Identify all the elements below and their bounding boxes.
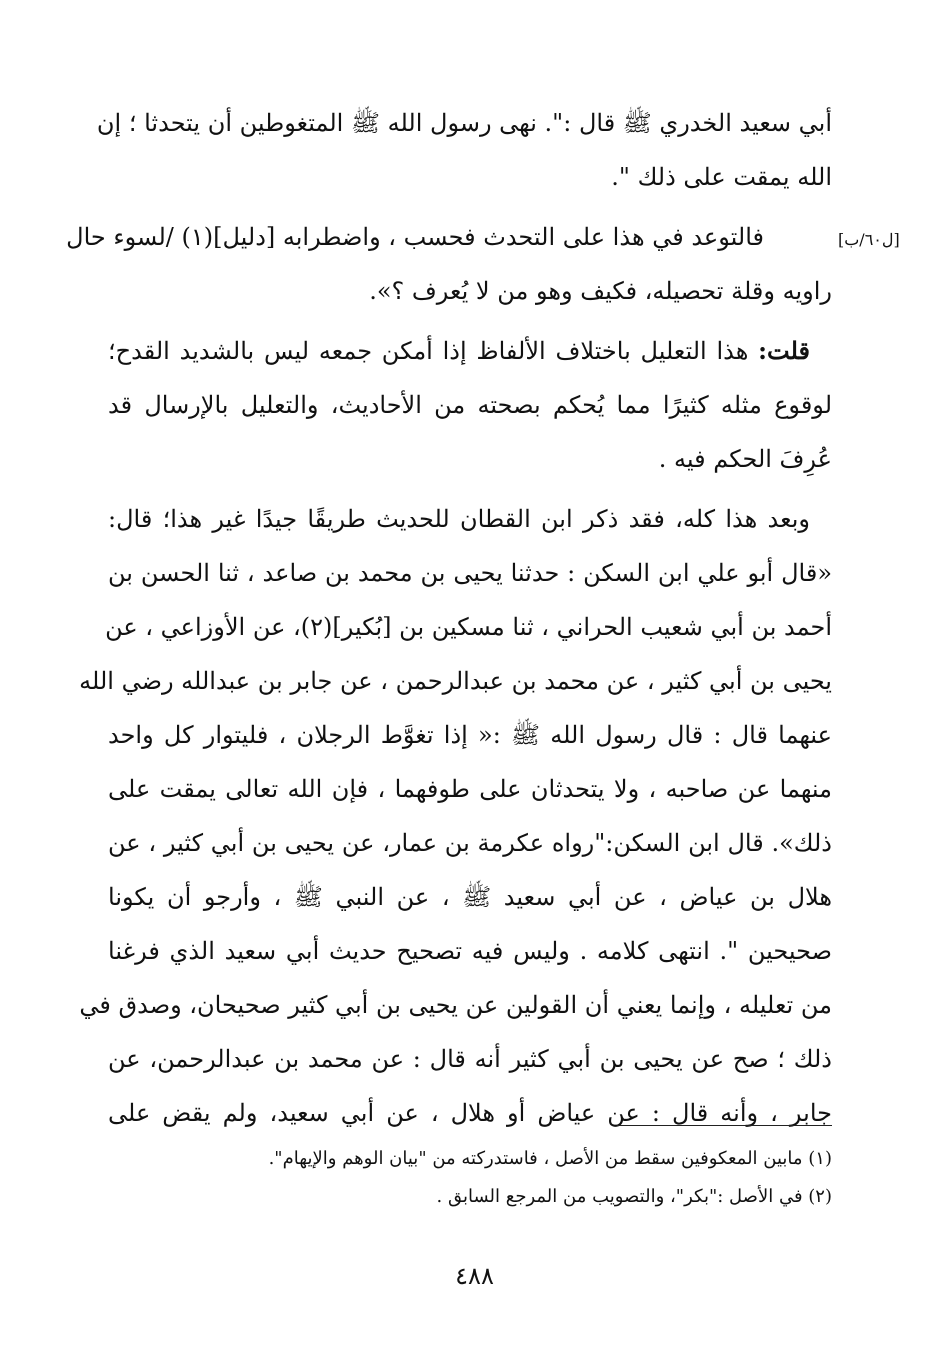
text-line: منهما عن صاحبه ، ولا يتحدثان على طوفهما ، فإن الله تعالى يمقت على	[108, 775, 832, 803]
text-line: «قال أبو علي ابن السكن : حدثنا يحيى بن محمد بن صاعد ، ثنا الحسن بن	[108, 559, 832, 587]
manuscript-folio-reference: [ل٦٠/ب]	[838, 230, 900, 249]
text-line: فالتوعد في هذا على التحدث فحسب ، واضطرابه [دليل](١) /لسوء حال	[66, 223, 764, 251]
text-line: من تعليله ، وإنما يعني أن القولين عن يحيى بن أبي كثير صحيحان، وصدق في	[79, 991, 832, 1019]
text-line: يحيى بن أبي كثير ، عن محمد بن عبدالرحمن ، عن جابر بن عبدالله رضي الله	[79, 667, 832, 695]
text-line: وبعد هذا كله، فقد ذكر ابن القطان للحديث طريقًا جيدًا غير هذا؛ قال:	[108, 505, 810, 533]
text-line	[108, 324, 832, 378]
text-line: عُرِفَ الحكم فيه .	[658, 445, 832, 473]
footnote-divider	[617, 1125, 832, 1126]
footnote: (١) مابين المعكوفين سقط من الأصل ، فاستدركته من "بيان الوهم والإيهام".	[268, 1148, 832, 1169]
text-line: أبي سعيد الخدري ﷺ قال :". نهى رسول الله ﷺ المتغوطين أن يتحدثا ؛ إن	[96, 109, 832, 137]
text-line: ذلك ؛ صح عن يحيى بن أبي كثير أنه قال : عن محمد بن عبدالرحمن، عن	[108, 1045, 832, 1073]
text-span: هذا التعليل باختلاف الألفاظ إذا أمكن جمعه ليس بالشديد القدح؛	[108, 337, 759, 365]
page-number: ٤٨٨	[455, 1262, 494, 1290]
text-line: جابر ، وأنه قال : عن عياض أو هلال ، عن أبي سعيد، ولم يقض على	[108, 1099, 832, 1127]
footnotes	[108, 1140, 832, 1216]
text-line: ذلك». قال ابن السكن:"رواه عكرمة بن عمار، عن يحيى بن أبي كثير ، عن	[108, 829, 832, 857]
text-line: لوقوع مثله كثيرًا مما يُحكم بصحته من الأحاديث، والتعليل بالإرسال قد	[108, 391, 832, 419]
text-line: صحيحين ". انتهى كلامه . وليس فيه تصحيح حديث أبي سعيد الذي فرغنا	[108, 937, 832, 965]
main-text	[66, 96, 832, 1140]
paragraph-lead-word: قلت:	[758, 336, 810, 365]
text-line: عنهما قال : قال رسول الله ﷺ :« إذا تغوَّط الرجلان ، فليتوار كل واحد	[108, 721, 832, 749]
footnote: (٢) في الأصل :"بكر"، والتصويب من المرجع السابق .	[436, 1186, 832, 1207]
text-line: هلال بن عياض ، عن أبي سعيد ﷺ ، عن النبي ﷺ ، وأرجو أن يكونا	[108, 883, 832, 911]
text-line: راويه وقلة تحصيله، فكيف وهو من لا يُعرف ؟».	[369, 277, 832, 305]
text-line: الله يمقت على ذلك ".	[611, 163, 832, 191]
text-line: أحمد بن أبي شعيب الحراني ، ثنا مسكين بن [بُكير](٢)، عن الأوزاعي ، عن	[105, 613, 832, 641]
